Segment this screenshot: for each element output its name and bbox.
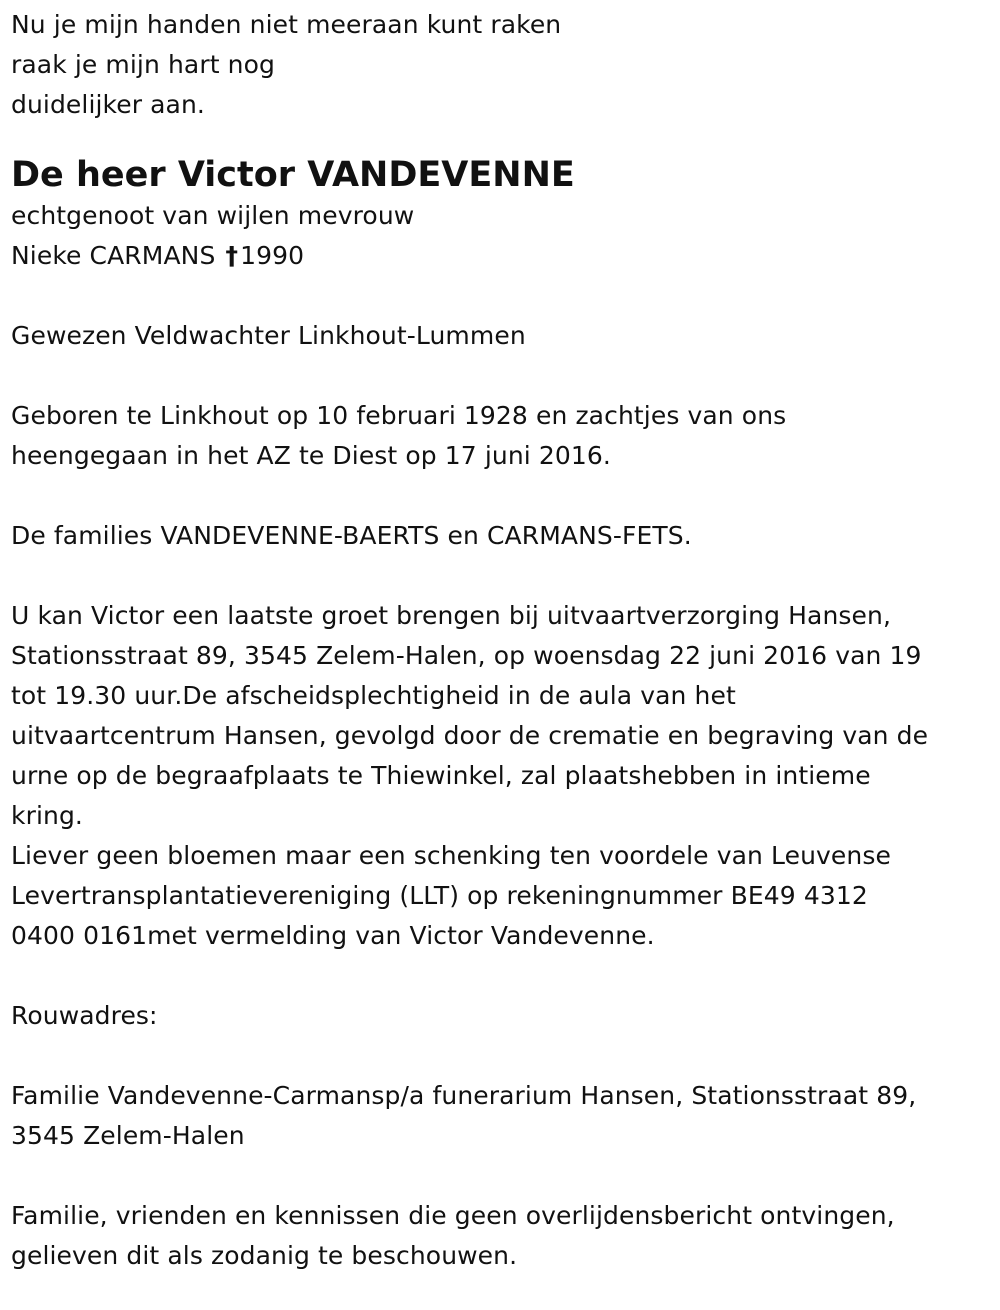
spouse-name: Nieke CARMANS — [11, 241, 216, 270]
birth-death-info — [11, 396, 991, 476]
funeral-line: tot 19.30 uur.De afscheidsplechtigheid in de aula van het — [11, 681, 736, 710]
obituary-text — [11, 5, 991, 1276]
poem-line: Nu je mijn handen niet meeraan kunt raken — [11, 10, 562, 39]
birth-death-line: heengegaan in het AZ te Diest op 17 juni 2016. — [11, 441, 611, 470]
mourning-address-line: Familie Vandevenne-Carmansp/a funerarium Hansen, Stationsstraat 89, — [11, 1081, 917, 1110]
spouse-name-line — [11, 236, 991, 276]
funeral-info — [11, 596, 991, 956]
families: De families VANDEVENNE-BAERTS en CARMANS-FETS. — [11, 521, 692, 550]
spouse-death-year: 1990 — [240, 241, 305, 270]
birth-death-line: Geboren te Linkhout op 10 februari 1928 en zachtjes van ons — [11, 401, 787, 430]
cross-icon: † — [225, 241, 239, 270]
spouse-line: echtgenoot van wijlen mevrouw — [11, 201, 415, 230]
funeral-line: uitvaartcentrum Hansen, gevolgd door de crematie en begraving van de — [11, 721, 929, 750]
closing-line: Familie, vrienden en kennissen die geen overlijdensbericht ontvingen, — [11, 1201, 895, 1230]
funeral-line: Liever geen bloemen maar een schenking ten voordele van Leuvense — [11, 841, 891, 870]
funeral-line: Stationsstraat 89, 3545 Zelem-Halen, op woensdag 22 juni 2016 van 19 — [11, 641, 922, 670]
poem-line: duidelijker aan. — [11, 90, 205, 119]
poem-line: raak je mijn hart nog — [11, 50, 275, 79]
funeral-line: 0400 0161met vermelding van Victor Vandevenne. — [11, 921, 655, 950]
funeral-line: urne op de begraafplaats te Thiewinkel, zal plaatshebben in intieme — [11, 761, 871, 790]
closing-note — [11, 1196, 991, 1276]
mourning-address — [11, 1076, 991, 1156]
mourning-address-label: Rouwadres: — [11, 1001, 158, 1030]
closing-line: gelieven dit als zodanig te beschouwen. — [11, 1241, 518, 1270]
mourning-address-line: 3545 Zelem-Halen — [11, 1121, 245, 1150]
funeral-line: Levertransplantatievereniging (LLT) op rekeningnummer BE49 4312 — [11, 881, 868, 910]
poem — [11, 5, 991, 125]
funeral-line: U kan Victor een laatste groet brengen bij uitvaartverzorging Hansen, — [11, 601, 892, 630]
spouse-info — [11, 196, 991, 276]
funeral-line: kring. — [11, 801, 83, 830]
deceased-name: De heer Victor VANDEVENNE — [11, 155, 575, 195]
profession: Gewezen Veldwachter Linkhout-Lummen — [11, 321, 526, 350]
